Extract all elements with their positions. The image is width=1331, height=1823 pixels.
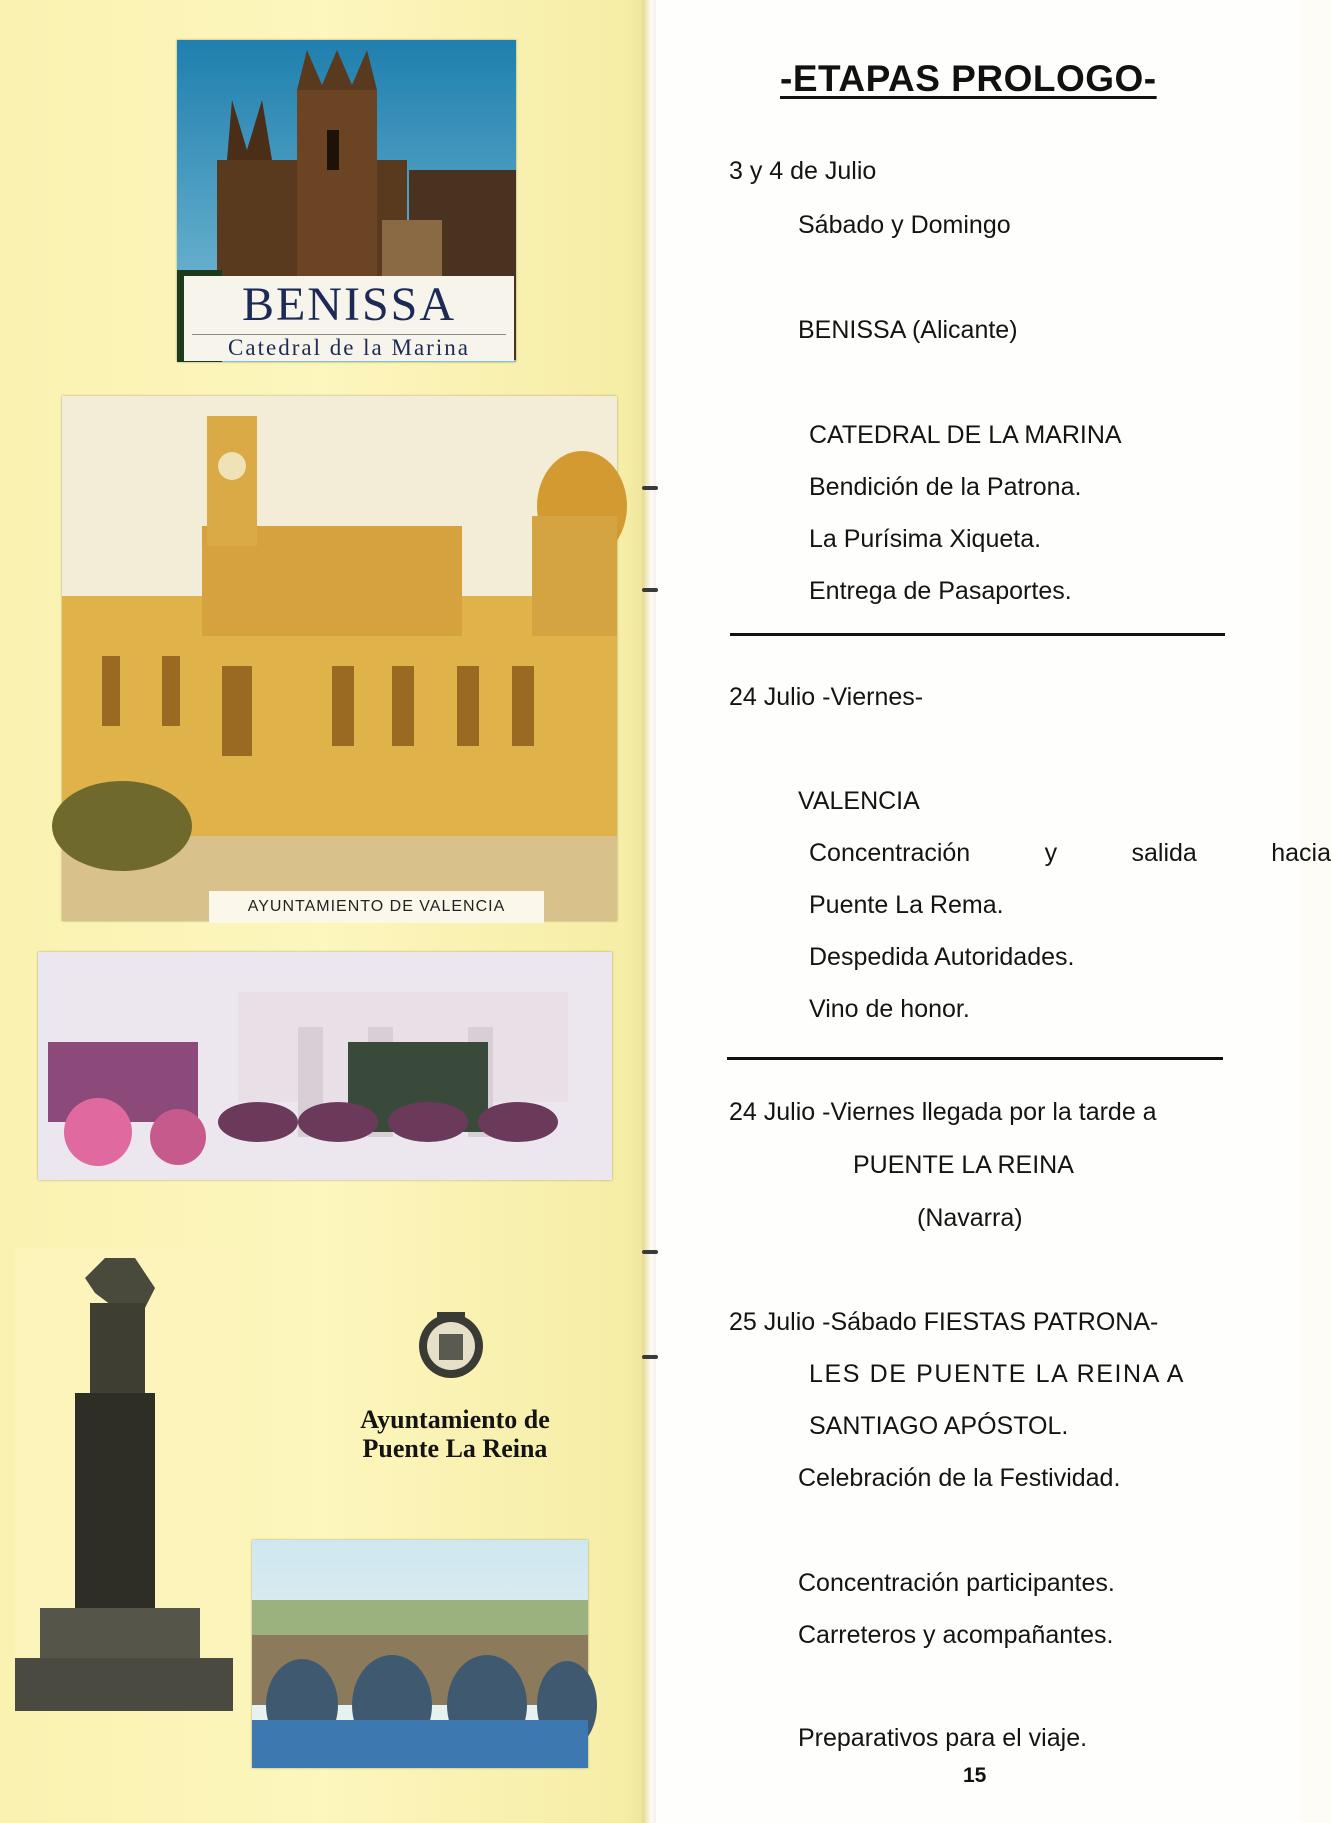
benissa-title: BENISSA [241,278,457,331]
s4-item: Preparativos para el viaje. [798,1724,1088,1752]
s4-date: 25 Julio -Sábado FIESTAS PATRONA- [729,1308,1159,1336]
s2-item: Despedida Autoridades. [809,943,1075,971]
page-number: 15 [963,1764,987,1787]
s2-item-word: Concentración [809,839,971,867]
s2-item: Vino de honor. [809,995,970,1023]
ayto-line-2: Puente La Reina [362,1434,548,1463]
carriage-photo [38,952,612,1180]
s1-place: BENISSA (Alicante) [798,316,1018,344]
s4-item: Carreteros y acompañantes. [798,1621,1114,1649]
s2-item: Puente La Rema. [809,891,1004,919]
spine [642,0,656,1823]
page-heading: -ETAPAS PROLOGO- [780,58,1157,99]
staple [642,1355,658,1359]
staple [642,588,658,592]
s1-item: CATEDRAL DE LA MARINA [809,421,1122,449]
s3-date: 24 Julio -Viernes llegada por la tarde a [729,1098,1157,1126]
s2-item-word: salida [1131,839,1197,867]
s2-date: 24 Julio -Viernes- [729,683,924,711]
s2-item-justified [809,838,1331,868]
s4-line: LES DE PUENTE LA REINA A [809,1360,1186,1388]
s3-place: PUENTE LA REINA [853,1151,1074,1179]
s1-item: La Purísima Xiqueta. [809,525,1042,553]
s1-item: Entrega de Pasaportes. [809,577,1072,605]
s1-item: Bendición de la Patrona. [809,473,1082,501]
staple [642,486,658,490]
s4-line: SANTIAGO APÓSTOL. [809,1412,1069,1440]
ayto-line-1: Ayuntamiento de [360,1405,550,1434]
s4-item: Concentración participantes. [798,1569,1115,1597]
section-divider [730,633,1225,636]
coat-of-arms-icon [413,1306,489,1382]
benissa-caption [184,276,514,361]
stone-cross-photo [15,1248,233,1711]
s4-item: Celebración de la Festividad. [798,1464,1121,1492]
s1-days: Sábado y Domingo [798,211,1011,239]
s2-item-word: y [1044,839,1058,867]
s2-item-word: hacia [1271,839,1331,867]
staple [642,1250,658,1254]
ayuntamiento-puente-label [330,1405,580,1463]
valencia-caption: AYUNTAMIENTO DE VALENCIA [209,891,544,923]
s1-date: 3 y 4 de Julio [729,157,877,185]
benissa-subtitle: Catedral de la Marina [192,334,506,361]
bridge-photo [252,1540,588,1768]
valencia-townhall-photo [62,396,617,921]
section-divider [727,1057,1223,1060]
s3-region: (Navarra) [917,1204,1023,1232]
s2-place: VALENCIA [798,787,920,815]
